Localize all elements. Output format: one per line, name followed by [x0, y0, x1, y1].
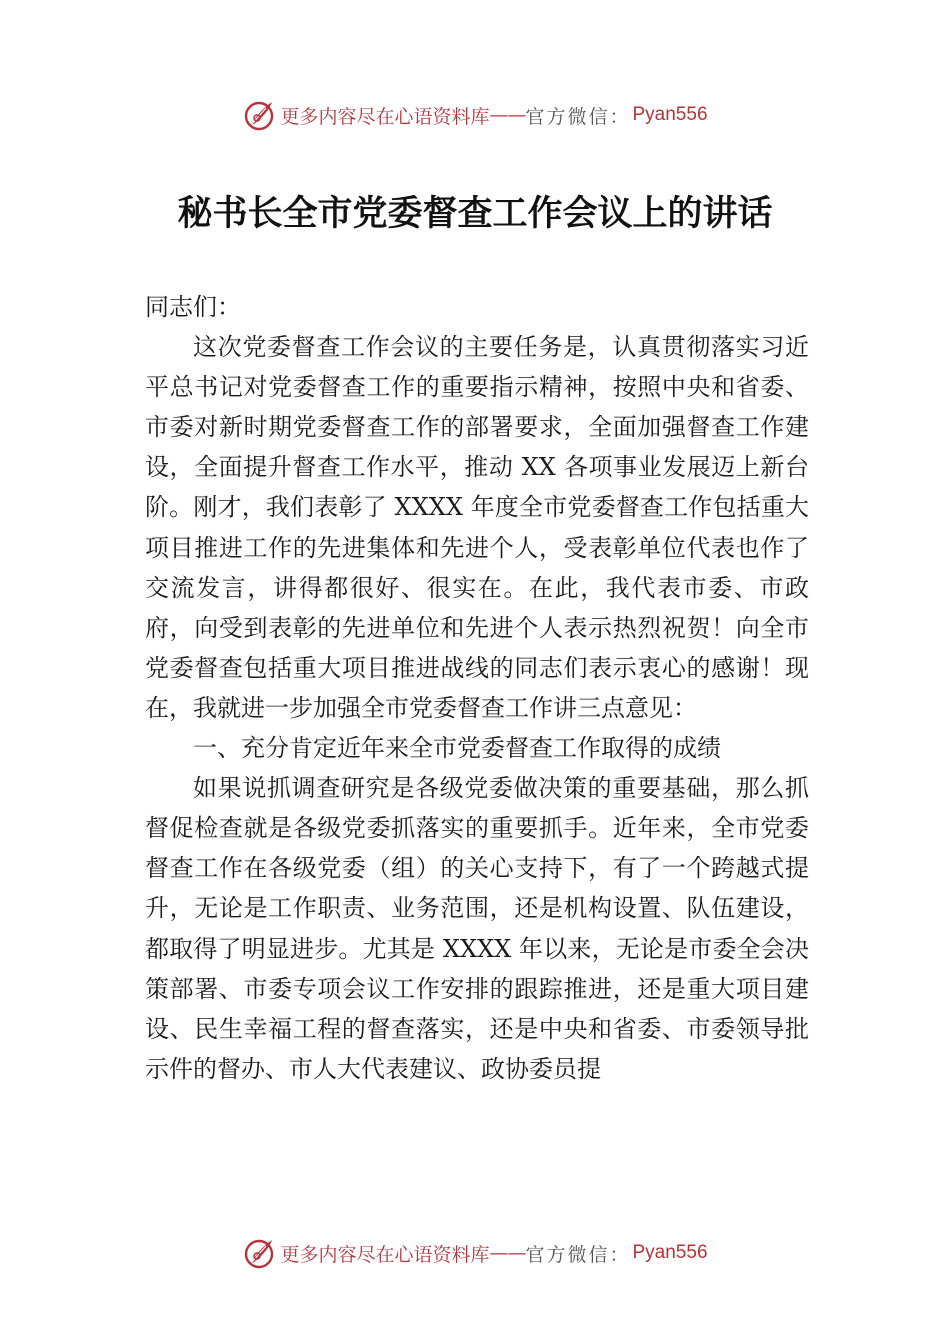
document-title: 秘书长全市党委督查工作会议上的讲话 [177, 193, 773, 234]
watermark-footer [0, 1233, 950, 1273]
watermark-wechat-label: 官方微信： [525, 105, 631, 128]
watermark-dash: —— [489, 1242, 526, 1264]
watermark-dash: —— [489, 104, 526, 126]
quill-logo-icon [242, 98, 276, 132]
paragraph-achievements: 如果说抓调查研究是各级党委做决策的重要基础，那么抓督促检查就是各级党委抓落实的重要抓手。近年来，全市党委督查工作在各级党委（组）的关心支持下，有了一个跨越式提升，无论是工作职责、业务范围，还是机构设置、队伍建设，都取得了明显进步。尤其是 XXXX 年以来，无论是市委全会决策部署、市委专项会议工作安排的跟踪推进，还是重大项目建设、民生幸福工程的督查落实，还是中央和省委、市委领导批示件的督办、市人大代表建议、政协委员提 [145, 774, 809, 1083]
watermark-wechat-label: 官方微信： [525, 1243, 631, 1266]
watermark-wechat-id: Pyan556 [632, 104, 708, 125]
watermark-site-name: 更多内容尽在心语资料库 [280, 1243, 490, 1266]
paragraph-intro: 这次党委督查工作会议的主要任务是，认真贯彻落实习近平总书记对党委督查工作的重要指示精神，按照中央和省委、市委对新时期党委督查工作的部署要求，全面加强督查工作建设，全面提升督查工作水平，推动 XX 各项事业发展迈上新台阶。刚才，我们表彰了 XXXX 年度全市党委督查工作包括重大项目推进工作的先进集体和先进个人，受表彰单位代表也作了交流发言，讲得都很好、很实在。在此，我代表市委、市政府，向受到表彰的先进单位和先进个人表示热烈祝贺！向全市党委督查包括重大项目推进战线的同志们表示衷心的感谢！现在，我就进一步加强全市党委督查工作讲三点意见： [145, 333, 809, 722]
document-body [145, 287, 809, 1089]
watermark-header [0, 95, 950, 135]
section-heading-1: 一、充分肯定近年来全市党委督查工作取得的成绩 [193, 734, 721, 763]
watermark-site-name: 更多内容尽在心语资料库 [280, 105, 490, 128]
watermark-wechat-id: Pyan556 [632, 1242, 708, 1263]
quill-logo-icon [242, 1236, 276, 1270]
salutation: 同志们： [145, 293, 241, 321]
